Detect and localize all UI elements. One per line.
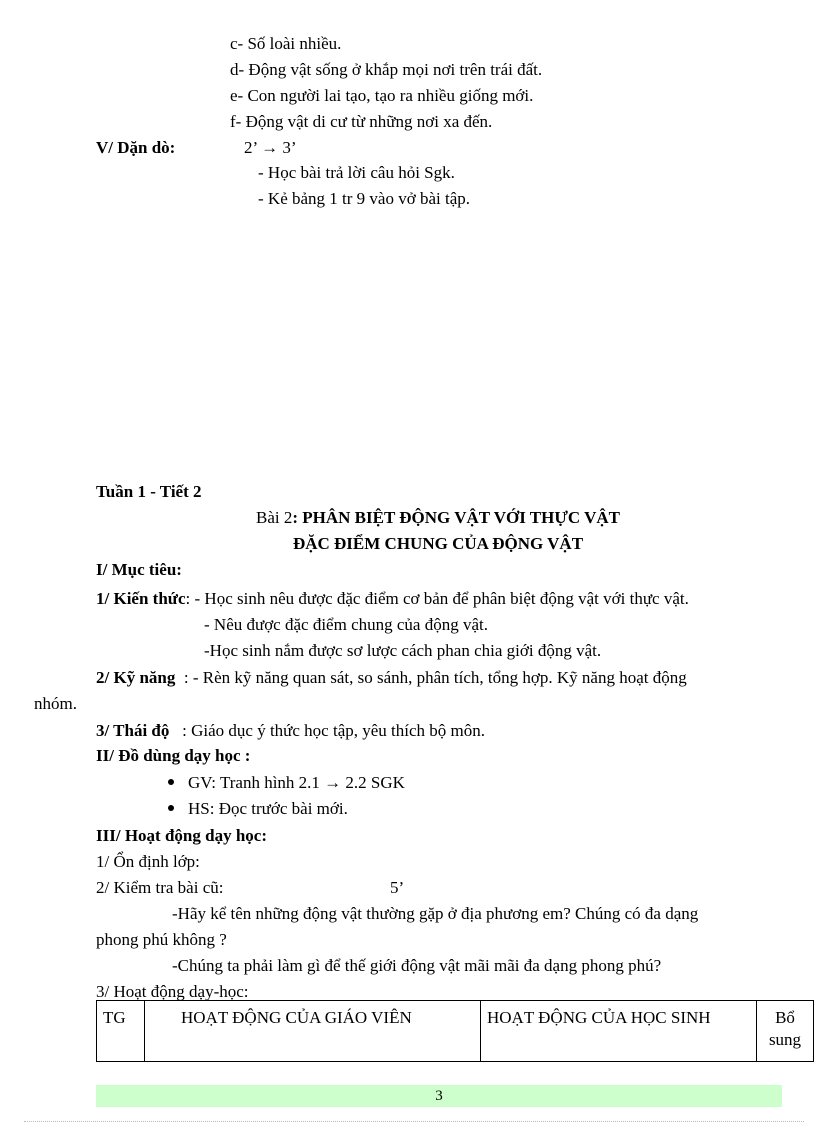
lesson-title [0,508,816,528]
thai-do-label: 3/ Thái độ [96,721,170,740]
list-item-f: f- Động vật di cư từ những nơi xa đến. [230,112,493,131]
page-bottom-divider [24,1121,804,1122]
kiem-tra-time: 5’ [390,878,405,897]
kien-thuc-text-2: - Nêu được đặc điểm chung của động vật. [204,615,488,634]
lesson-title-rest: : PHÂN BIỆT ĐỘNG VẬT VỚI THỰC VẬT [292,508,620,527]
question-1-continuation: phong phú không ? [96,930,227,949]
header-hoc-sinh: HOẠT ĐỘNG CỦA HỌC SINH [481,1001,757,1062]
header-tg: TG [97,1001,145,1062]
ky-nang-line [96,668,687,688]
dan-do-item-1: - Học bài trả lời câu hỏi Sgk. [258,163,455,182]
lesson-activity-table [96,1000,814,1062]
muc-tieu-heading-text: I/ Mục tiêu: [96,560,182,579]
do-dung-heading: II/ Đồ dùng dạy học : [96,746,251,765]
week-label: Tuần 1 - Tiết 2 [96,482,202,501]
list-item-e: e- Con người lai tạo, tạo ra nhiều giống mới. [230,86,534,105]
muc-tieu-heading [96,560,182,580]
kien-thuc-text-1: : - Học sinh nêu được đặc điểm cơ bản để phân biệt động vật với thực vật. [185,589,689,608]
ky-nang-continuation: nhóm. [34,694,77,713]
bullet-icon [168,779,174,785]
page-number: 3 [435,1088,443,1104]
dan-do-item-2: - Kẻ bảng 1 tr 9 vào vở bài tập. [258,189,470,208]
ky-nang-text: : - Rèn kỹ năng quan sát, so sánh, phân tích, tổng hợp. Kỹ năng hoạt động [175,668,687,687]
list-item-c: c- Số loài nhiều. [230,34,342,53]
kiem-tra-bai-cu: 2/ Kiểm tra bài cũ: [96,878,224,897]
header-bo-sung: Bổ sung [757,1001,814,1062]
ky-nang-label: 2/ Kỹ năng [96,668,176,687]
question-1: -Hãy kể tên những động vật thường gặp ở địa phương em? Chúng có đa dạng [172,904,699,923]
thai-do-line [96,721,485,741]
on-dinh-lop: 1/ Ổn định lớp: [96,852,200,871]
lesson-subtitle: ĐẶC ĐIỂM CHUNG CỦA ĐỘNG VẬT [292,534,584,553]
kien-thuc-text-3: -Học sinh nắm được sơ lược cách phan chia giới động vật. [204,641,602,660]
dan-do-time: 2’ → 3’ [244,138,297,157]
kien-thuc-label: 1/ Kiến thức [96,589,186,608]
do-dung-gv: GV: Tranh hình 2.1 → 2.2 SGK [188,773,405,792]
question-2: -Chúng ta phải làm gì để thế giới động vật mãi mãi đa dạng phong phú? [172,956,662,975]
kien-thuc-line [96,589,689,609]
table-header-row [97,1001,814,1062]
bullet-icon [168,805,174,811]
header-giao-vien: HOẠT ĐỘNG CỦA GIÁO VIÊN [145,1001,481,1062]
thai-do-text: : Giáo dục ý thức học tập, yêu thích bộ môn. [169,721,486,740]
hoat-dong-day-hoc: 3/ Hoạt động dạy-học: [96,982,249,1001]
page-footer [96,1085,782,1107]
list-item-d: d- Động vật sống ở khắp mọi nơi trên trái đất. [230,60,543,79]
hoat-dong-heading: III/ Hoạt động dạy học: [96,826,267,845]
do-dung-hs: HS: Đọc trước bài mới. [188,799,348,818]
dan-do-heading: V/ Dặn dò: [96,138,176,157]
lesson-title-prefix: Bài 2 [256,508,293,527]
